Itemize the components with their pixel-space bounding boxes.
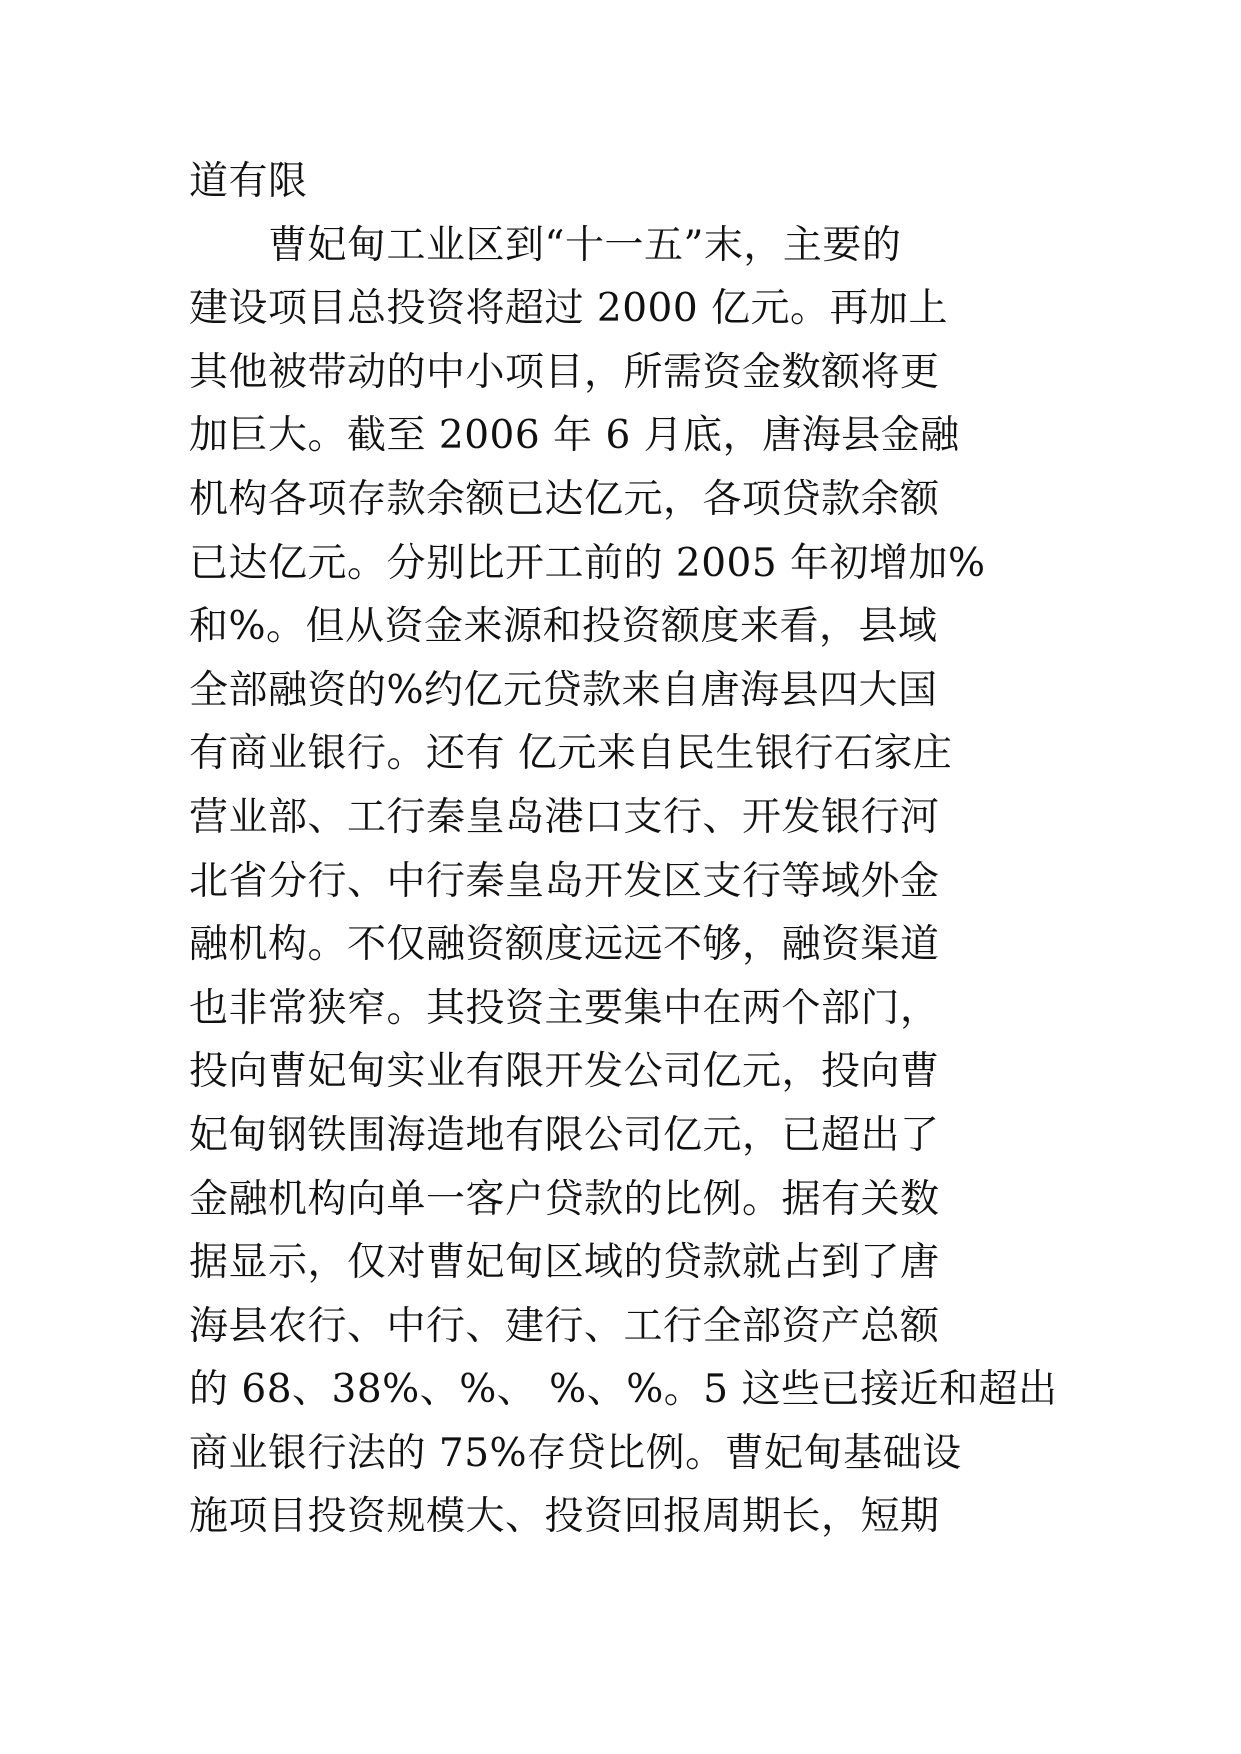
text-line: 营业部、工行秦皇岛港口支行、开发银行河 bbox=[189, 794, 940, 840]
text-line: 据显示，仅对曹妃甸区域的贷款就占到了唐 bbox=[189, 1240, 940, 1286]
text-line: 的 68、38%、%、 %、%。5 这些已接近和超出 bbox=[189, 1367, 1058, 1413]
text-line: 加巨大。截至 2006 年 6 月底，唐海县金融 bbox=[189, 413, 960, 459]
text-line: 全部融资的%约亿元贷款来自唐海县四大国 bbox=[189, 667, 938, 713]
text-line: 妃甸钢铁围海造地有限公司亿元，已超出了 bbox=[189, 1112, 940, 1158]
text-line: 和%。但从资金来源和投资额度来看，县域 bbox=[189, 604, 938, 650]
text-line: 金融机构向单一客户贷款的比例。据有关数 bbox=[189, 1176, 940, 1222]
text-line: 融机构。不仅融资额度远远不够，融资渠道 bbox=[189, 922, 940, 968]
text-line: 机构各项存款余额已达亿元，各项贷款余额 bbox=[189, 476, 940, 522]
text-line: 也非常狭窄。其投资主要集中在两个部门， bbox=[189, 985, 940, 1031]
text-line: 已达亿元。分别比开工前的 2005 年初增加% bbox=[189, 540, 986, 586]
text-line: 商业银行法的 75%存贷比例。曹妃甸基础设 bbox=[189, 1430, 962, 1476]
text-line: 施项目投资规模大、投资回报周期长，短期 bbox=[189, 1494, 940, 1540]
text-line: 有商业银行。还有 亿元来自民生银行石家庄 bbox=[189, 731, 953, 777]
text-line: 北省分行、中行秦皇岛开发区支行等域外金 bbox=[189, 858, 940, 904]
text-line: 曹妃甸工业区到“十一五”末，主要的 bbox=[189, 222, 902, 268]
text-line: 建设项目总投资将超过 2000 亿元。再加上 bbox=[189, 286, 949, 332]
text-line: 道有限 bbox=[189, 159, 308, 204]
text-line: 投向曹妃甸实业有限开发公司亿元，投向曹 bbox=[189, 1049, 940, 1095]
text-line: 其他被带动的中小项目，所需资金数额将更 bbox=[189, 349, 940, 395]
body-text bbox=[189, 150, 1069, 1549]
text-line: 海县农行、中行、建行、工行全部资产总额 bbox=[189, 1303, 940, 1349]
